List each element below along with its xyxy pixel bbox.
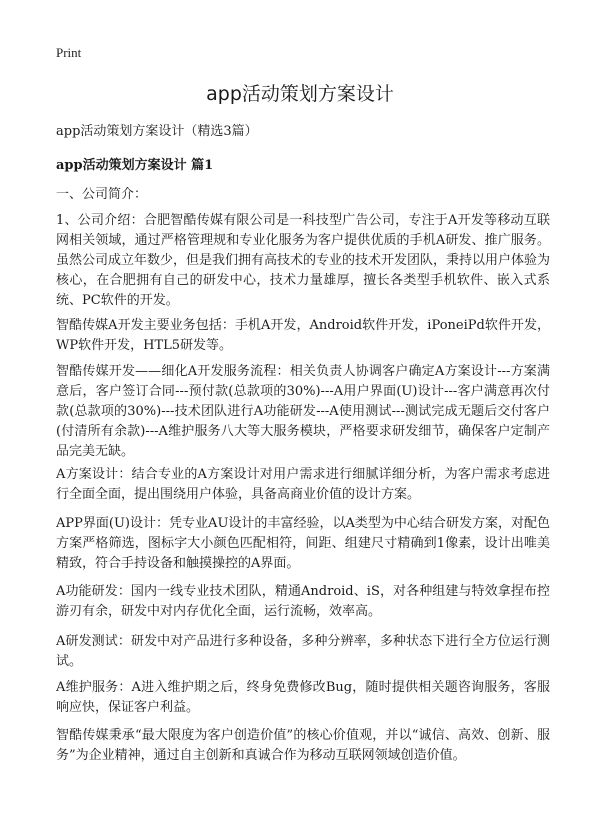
paragraph-values: 智酷传媒秉承“最大限度为客户创造价值”的核心价值观，并以“诚信、高效、创新、服务”为企业精神，通过自主创新和真诚合作为移动互联网领域创造价值。 (56, 728, 550, 763)
paragraph-maintenance: A维护服务：A进入维护期之后，终身免费修改Bug，随时提供相关题咨询服务，客服响应快，保证客户利益。 (56, 680, 550, 715)
paragraph-ui-design: APP界面(U)设计：凭专业AU设计的丰富经验，以A类型为中心结合研发方案，对配色方案严格筛选，图标字大小颜色匹配相符，间距、组建尺寸精确到1像素，设计出唯美精致，符合手持设备和触摸操控的A界面。 (56, 516, 550, 571)
paragraph-feature-dev: A功能研发：国内一线专业技术团队，精通Android、iS，对各种组建与特效拿捏布控游刃有余，研发中对内存优化全面，运行流畅，效率高。 (56, 584, 550, 619)
paragraph-testing: A研发测试：研发中对产品进行多种设备，多种分辨率，多种状态下进行全方位运行测试。 (56, 634, 550, 669)
intro-heading: 一、公司简介： (56, 187, 148, 202)
paragraph-company-intro: 1、公司介绍：合肥智酷传媒有限公司是一科技型广告公司，专注于A开发等移动互联网相关领域，通过严格管理规和专业化服务为客户提供优质的手机A研发、推广服务。虽然公司成立年数少，但是我们拥有高技术的专业的技术开发团队，秉持以用户体验为核心，在合肥拥有自己的研发中心，技术力量雄厚，擅长各类型手机软件、嵌入式系统、PC软件的开发。 (56, 213, 551, 308)
paragraph-service-process: 智酷传媒开发——细化A开发服务流程：相关负责人协调客户确定A方案设计---方案满意后，客户签订合同---预付款(总款项的30%)---A用户界面(U)设计---客户满意再次付款(总款项的30%)---技术团队进行A功能研发---A使用测试---测试完成无题后交付客户(付清所有余款)---A维护服务八大等大服务模块，严格要求研发细节，确保客户定制产品完美无缺。 (56, 364, 550, 459)
paragraph-business-scope: 智酷传媒A开发主要业务包括：手机A开发，Android软件开发，iPoneiPd软件开发，WP软件开发，HTL5研发等。 (56, 318, 550, 353)
paragraph-solution-design: A方案设计：结合专业的A方案设计对用户需求进行细腻详细分析，为客户需求考虑进行全面全面，提出围绕用户体验，具备高商业价值的设计方案。 (56, 467, 550, 502)
document-subtitle: app活动策划方案设计（精选3篇） (56, 124, 258, 139)
print-link[interactable]: Print (56, 45, 82, 60)
document-title: app活动策划方案设计 (206, 83, 394, 105)
section-heading: app活动策划方案设计 篇1 (56, 158, 214, 173)
